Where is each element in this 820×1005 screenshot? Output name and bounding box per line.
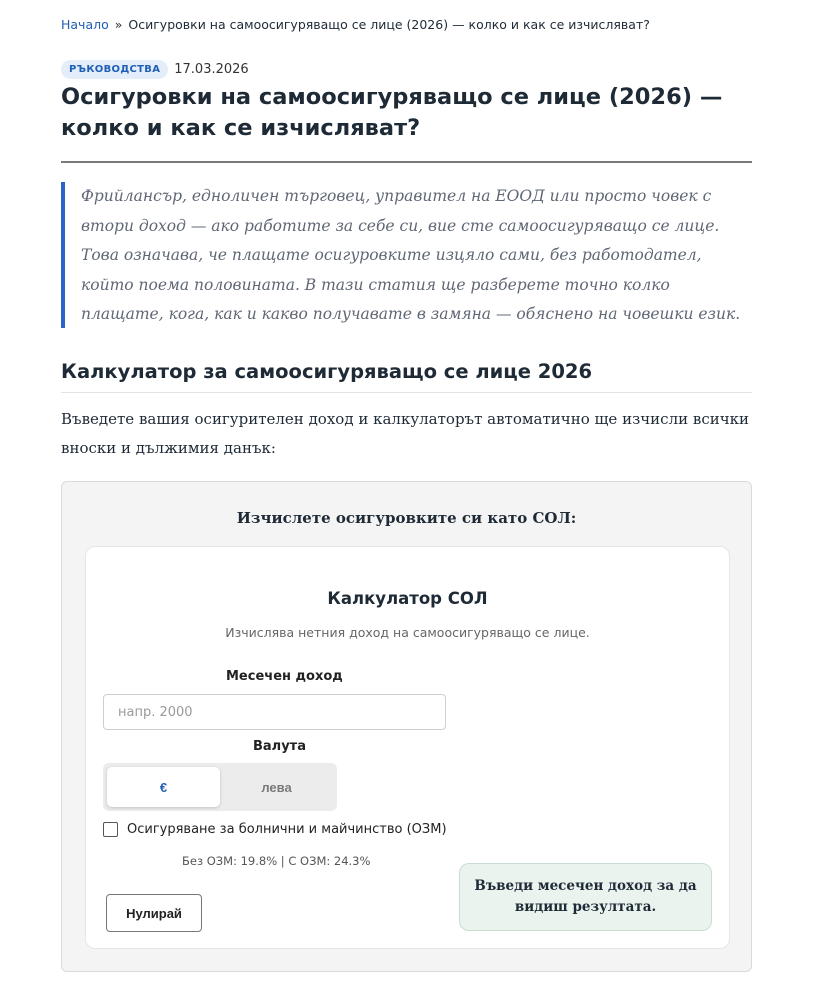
title-divider [61,161,752,163]
article-date: 17.03.2026 [174,62,249,77]
reset-button[interactable]: Нулирай [106,894,202,932]
income-label: Месечен доход [226,669,343,684]
ozm-checkbox-row[interactable] [103,822,447,837]
widget-heading: Изчислете осигуровките си като СОЛ: [236,509,577,527]
category-badge[interactable]: РЪКОВОДСТВА [61,60,168,79]
calculator-subtitle: Изчислява нетния доход на самоосигуряващо се лице. [225,625,590,640]
rates-note: Без ОЗМ: 19.8% | С ОЗМ: 24.3% [182,854,371,868]
section-intro: Въведете вашия осигурителен доход и калкулаторът автоматично ще изчисли всички вноски и дължимия данък: [61,410,750,457]
lead-quote: Фрийлансър, едноличен търговец, управител на ЕООД или просто човек с втори доход — ако работите за себе си, вие сте самоосигуряващо се лице. Това означава, че плащате осигуровките изцяло сами, без работодател, който поема половината. В тази статия ще разберете точно колко плащате, кога, как и какво получавате в замяна — обяснено на човешки език. [61,182,752,328]
breadcrumb-current: Осигуровки на самоосигуряващо се лице (2026) — колко и как се изчисляват? [128,17,650,32]
page-title: Осигуровки на самоосигуряващо се лице (2026) — колко и как се изчисляват? [61,84,723,141]
income-input[interactable] [103,694,446,730]
ozm-checkbox[interactable] [103,822,118,837]
currency-option-lev[interactable]: лева [220,767,333,807]
calculator-widget [61,481,752,972]
breadcrumb-home-link[interactable]: Начало [61,17,109,32]
section-divider [61,392,752,393]
currency-label: Валута [253,739,306,754]
article-meta [61,60,249,79]
currency-toggle [103,763,337,811]
breadcrumb [61,17,650,32]
calculator-card [85,546,730,949]
breadcrumb-separator: » [114,17,123,32]
ozm-checkbox-label: Осигуряване за болнични и майчинство (ОЗМ) [127,822,447,837]
currency-option-eur[interactable]: € [107,767,220,807]
calculator-title: Калкулатор СОЛ [327,589,488,608]
result-box: Въведи месечен доход за да видиш резултата. [459,863,712,931]
section-heading: Калкулатор за самоосигуряващо се лице 2026 [61,360,593,383]
